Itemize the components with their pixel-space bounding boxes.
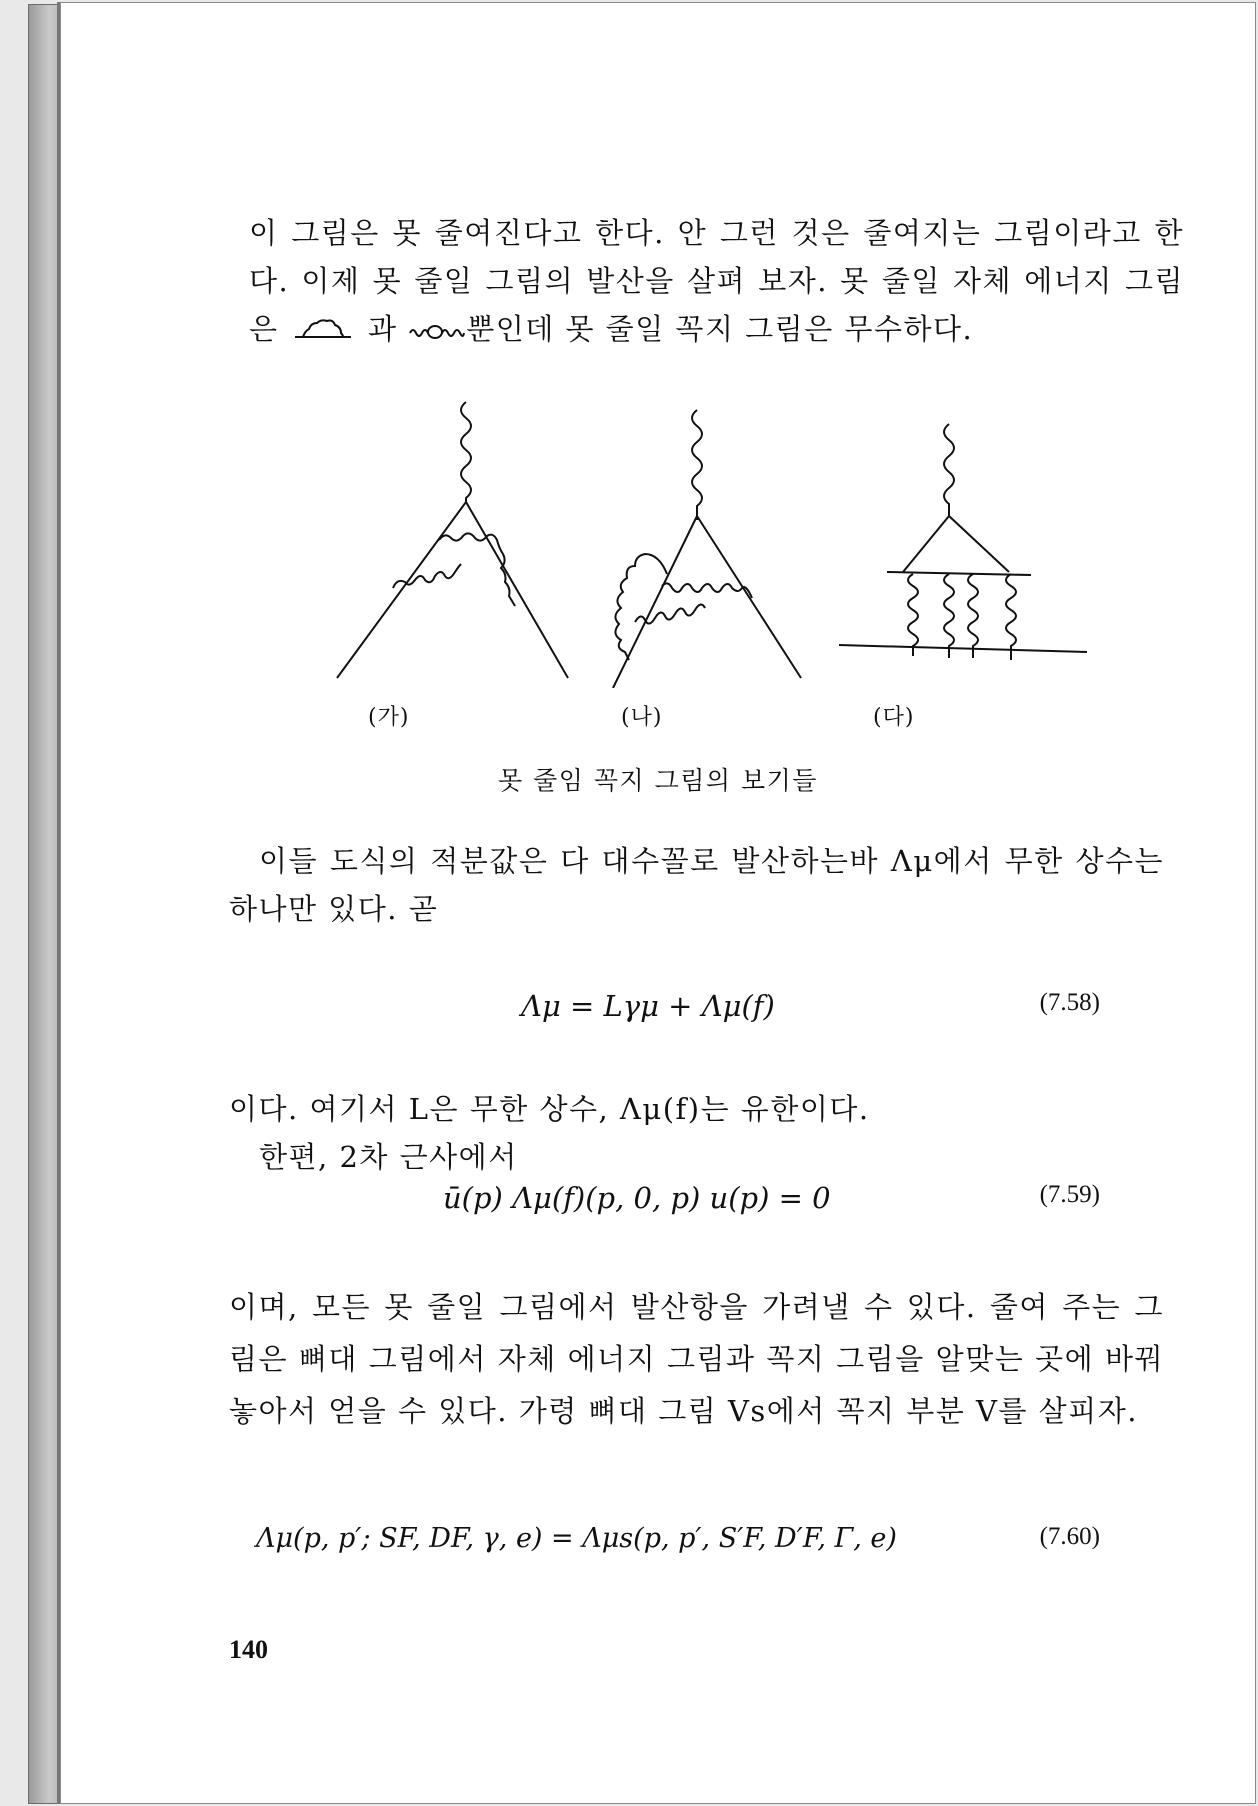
paragraph-divergence: 이들 도식의 적분값은 다 대수꼴로 발산하는바 Λμ에서 무한 상수는 하나만 있다. 곧 bbox=[229, 844, 1164, 926]
vertex-diagrams-figure bbox=[221, 388, 1141, 688]
diagram-label-a: (가) bbox=[368, 705, 410, 730]
equation-7-58-text: Λμ = Lγμ + Λμ(f) bbox=[521, 989, 775, 1023]
equation-7-60-number: (7.60) bbox=[1039, 1523, 1100, 1550]
book-page-edge bbox=[28, 4, 64, 1804]
book-page bbox=[60, 2, 1256, 1804]
equation-7-59 bbox=[61, 1181, 1255, 1225]
paragraph-skeleton-graphs: 이며, 모든 못 줄일 그림에서 발산항을 가려낼 수 있다. 줄여 주는 그림은 뼈대 그림에서 자체 에너지 그림과 꼭지 그림을 알맞는 곳에 바꿔 놓아서 얻을 수 있다. 가령 뼈대 그림 Vs에서 꼭지 부분 V를 살피자. bbox=[229, 1290, 1164, 1428]
equation-7-59-number: (7.59) bbox=[1039, 1181, 1100, 1208]
vertex-diagram-a bbox=[337, 402, 568, 678]
equation-7-60 bbox=[61, 1523, 1255, 1567]
equation-7-58 bbox=[61, 989, 1255, 1033]
diagram-label-c: (다) bbox=[873, 705, 915, 730]
vertex-diagram-b bbox=[613, 410, 801, 688]
paragraph-finite-part bbox=[229, 1085, 1164, 1181]
finite-part-line-1: 이다. 여기서 L은 무한 상수, Λμ(f)는 유한이다. bbox=[229, 1092, 870, 1126]
vertex-diagram-c bbox=[839, 424, 1087, 660]
paragraph-intro: 이 그림은 못 줄여진다고 한다. 안 그런 것은 줄여지는 그림이라고 한다. 이제 못 줄일 그림의 발산을 살펴 보자. 못 줄일 자체 에너지 그림은 과 뿐인데 못 줄일 꼭지 그림은 무수하다. bbox=[249, 216, 1184, 346]
diagram-label-b: (나) bbox=[621, 705, 663, 730]
self-energy-electron-loop-icon bbox=[408, 319, 466, 343]
self-energy-photon-loop-icon bbox=[289, 315, 357, 343]
equation-7-59-text: ū(p) Λμ(f)(p, 0, p) u(p) = 0 bbox=[443, 1181, 831, 1215]
equation-7-60-text: Λμ(p, p′; SF, DF, γ, e) = Λμs(p, p′, S′F, D′F, Γ, e) bbox=[256, 1523, 897, 1554]
finite-part-line-2: 한편, 2차 근사에서 bbox=[259, 1140, 518, 1174]
page-number: 140 bbox=[229, 1635, 268, 1664]
figure-caption: 못 줄임 꼭지 그림의 보기들 bbox=[498, 766, 818, 795]
equation-7-58-number: (7.58) bbox=[1039, 989, 1100, 1016]
